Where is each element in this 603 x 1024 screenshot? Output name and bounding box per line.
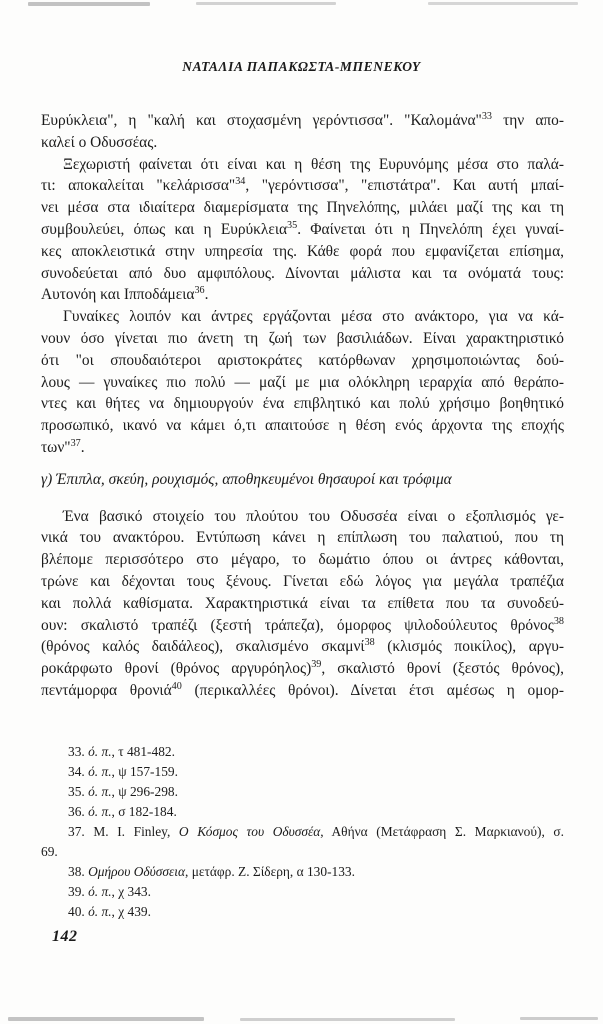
paragraph (41, 110, 564, 154)
scan-edge-artifact-bottom (240, 1018, 455, 1021)
text-line: συνοδεύεται από δυο αμφιπόλους. Δίνονται μάλιστα και τα ονόματά τους: (41, 264, 564, 282)
scan-edge-artifact-bottom (8, 1017, 204, 1021)
running-header: ΝΑΤΑΛΙΑ ΠΑΠΑΚΩΣΤΑ-ΜΠΕΝΕΚΟΥ (182, 59, 421, 74)
text-line: νουν όσο γίνεται πιο άνετη τη ζωή των βασιλιάδων. Είναι χαρακτηριστικό (41, 329, 564, 347)
footnote-line: 33. ό. π., τ 481-482. (68, 744, 175, 759)
text-line: κες αποκλειστικά στην υπηρεσία της. Κάθε φορά που εμφανίζεται επίσημα, (41, 242, 564, 260)
text-line: και πολλά καθίσματα. Χαρακτηριστικά είναι τα επίθετα που τα συνοδεύ- (41, 594, 564, 612)
text-line: ότι "οι σπουδαιότεροι αριστοκράτες κατόρθωναν χρησιμοποιώντας δού- (41, 351, 564, 369)
footnote-ref: 36 (194, 285, 205, 297)
footnote-ref: 38 (364, 637, 375, 649)
text-line: προσωπικό, ικανό να κάμει ό,τι απαιτούσε η θέση ενός άρχοντα της εποχής (41, 417, 564, 435)
footnote-line: 34. ό. π., ψ 157-159. (68, 764, 178, 779)
footnote-ref: 33 (481, 110, 492, 122)
footnote-line: 36. ό. π., σ 182-184. (68, 804, 177, 819)
paragraph (41, 306, 564, 459)
footnote-ref: 34 (235, 176, 246, 188)
paragraph (41, 506, 564, 702)
text-line: των"$^{37}$. (41, 437, 85, 456)
text-line: ντες και θήτες να δημιουργούν ένα επιβλητικό και πολύ χρήσιμο βοηθητικό (41, 395, 564, 413)
paragraph (41, 154, 564, 307)
text-line: καλεί ο Οδυσσέας. (41, 133, 158, 151)
footnote-ref: 35 (287, 219, 298, 231)
footnote-line: 35. ό. π., ψ 296-298. (68, 784, 178, 799)
text-line: τρώνε και δέχονται τους ξένους. Γίνεται εδώ λόγος για μεγάλα τραπέζια (41, 572, 564, 590)
text-line: Ένα βασικό στοιχείο του πλούτου του Οδυσσέα είναι ο εξοπλισμός γε- (63, 507, 564, 525)
footnote-ref: 40 (171, 680, 182, 692)
text-line: νει μέσα στα ιδιαίτερα διαμερίσματα της Πηνελόπης, μιλάει μαζί της και τη (41, 199, 564, 217)
footnote-line: 40. ό. π., χ 439. (68, 904, 151, 919)
footnote-ref: 38 (553, 615, 564, 627)
text-line: τι: αποκαλείται "κελάρισσα"$^{34}$, "γερόντισσα", "επιστάτρα". Και αυτή μπαί- (41, 176, 564, 195)
text-line: Ξεχωριστή φαίνεται ότι είναι και η θέση της Ευρυνόμης μέσα στο παλά- (63, 155, 564, 173)
scan-edge-artifact-top (28, 2, 150, 6)
section-heading: γ) Έπιπλα, σκεύη, ρουχισμός, αποθηκευμένοι θησαυροί και τρόφιμα (41, 470, 452, 488)
text-line: λους — γυναίκες πιο πολύ — μαζί με μια ολόκληρη ιεραρχία από θεράπο- (41, 373, 564, 391)
scan-edge-artifact-top (428, 2, 578, 5)
text-line: ουν: σκαλιστό τραπέζι (ξεστή τράπεζα), όμορφος ψιλοδούλευτος θρόνος$^{38}$ (41, 615, 564, 634)
scan-edge-artifact-bottom (520, 1017, 598, 1020)
text-line: Αυτονόη και Ιπποδάμεια$^{36}$. (41, 285, 209, 304)
footnote-ref: 39 (311, 659, 322, 670)
text-line: νικά του ανακτόρου. Εντύπωση κάνει η επίπλωση του παλατιού, που τη (41, 529, 564, 547)
footnote-line: 39. ό. π., χ 343. (68, 884, 151, 899)
footnote-line: 38. Ομήρου Οδύσσεια, μετάφρ. Ζ. Σίδερη, α 130-133. (68, 864, 355, 879)
scan-edge-artifact-top (196, 2, 336, 5)
text-line: πεντάμορφα θρονιά$^{40}$ (περικαλλέες θρόνοι). Δίνεται έτσι αμέσως η ομορ- (41, 680, 564, 699)
body-text (41, 110, 564, 702)
footnote-line: 37. M. I. Finley, Ο Κόσμος του Οδυσσέα, Αθήνα (Μετάφραση Σ. Μαρκιανού), σ. (68, 824, 564, 839)
page-number: 142 (52, 928, 78, 945)
text-line: Ευρύκλεια", η "καλή και στοχασμένη γερόντισσα". "Καλομάνα"$^{33}$ την απο- (41, 110, 564, 129)
text-line: (θρόνος καλός δαιδάλεος), σκαλισμένο σκαμνί$^{38}$ (κλισμός ποικίλος), αργυ- (41, 637, 564, 656)
text-line: βλέπομε περισσότερο στο μέγαρο, το δωμάτιο όπου οι άντρες κάθονται, (41, 551, 564, 569)
footnotes (41, 742, 564, 922)
footnote-ref: 37 (70, 437, 81, 449)
footnote-line: 69. (41, 844, 58, 859)
text-line: ροκάρφωτο θρονί (θρόνος αργυρόηλος)$^{39}$, σκαλιστό θρονί (ξεστός θρόνος), (41, 659, 564, 678)
text-line: συμβουλεύει, όπως και η Ευρύκλεια$^{35}$. Φαίνεται ότι η Πηνελόπη έχει γυναί- (41, 219, 564, 238)
text-line: Γυναίκες λοιπόν και άντρες εργάζονται μέσα στο ανάκτορο, για να κά- (63, 308, 564, 326)
